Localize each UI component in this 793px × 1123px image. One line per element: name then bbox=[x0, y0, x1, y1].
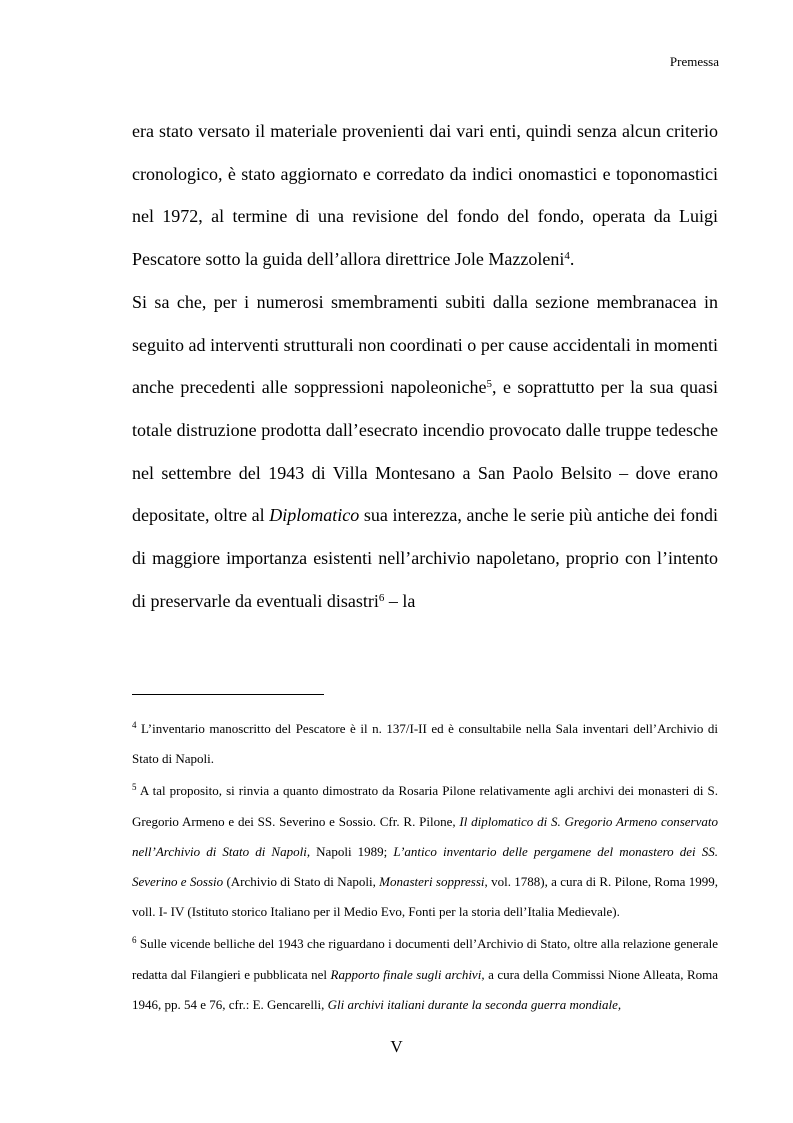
footnote-5-text-2: Napoli 1989; bbox=[310, 843, 394, 859]
footnote-4 bbox=[132, 714, 718, 774]
footnote-6-number: 6 bbox=[132, 935, 137, 946]
paragraph-1-end: . bbox=[569, 249, 575, 270]
footnote-6-text-2: a cura della Commissi Nione Alleata, Roma 1946, pp. 54 e 76, cfr.: E. Gencarelli, bbox=[132, 966, 719, 1012]
footnote-6-title-1: Rapporto finale sugli archivi, bbox=[330, 966, 485, 982]
main-text bbox=[132, 110, 718, 622]
paragraph-2-text-3: sua interezza, anche le serie più antiche dei fondi di maggiore importanza esistenti nell’archivio napoletano, proprio con l’intento di preservarle da eventuali disastri bbox=[132, 505, 718, 611]
footnote-separator bbox=[132, 694, 324, 695]
paragraph-1 bbox=[132, 110, 718, 281]
paragraph-2-text-4: – la bbox=[384, 590, 416, 611]
footnote-5-title-3: Monasteri soppressi bbox=[379, 874, 485, 890]
page-number: V bbox=[390, 1037, 403, 1056]
paragraph-2 bbox=[132, 281, 718, 623]
footnote-ref-5[interactable]: 5 bbox=[486, 378, 493, 391]
footnote-ref-6[interactable]: 6 bbox=[378, 591, 385, 604]
paragraph-2-italic-diplomatico: Diplomatico bbox=[269, 505, 360, 526]
footnote-5-title-1: Il diplomatico di S. Gregorio Armeno conservato nell’Archivio di Stato di Napoli, bbox=[132, 813, 718, 859]
footnote-5-number: 5 bbox=[132, 782, 137, 793]
paragraph-1-text: era stato versato il materiale provenienti dai vari enti, quindi senza alcun criterio cronologico, è stato aggiornato e corredato da indici onomastici e toponomastici nel 1972, al termine di una revisione del fondo del fondo, operata da Luigi Pescatore sotto la guida dell’allora direttrice Jole Mazzoleni bbox=[132, 121, 718, 270]
running-header: Premessa bbox=[669, 54, 719, 69]
footnote-5-text-1: A tal proposito, si rinvia a quanto dimostrato da Rosaria Pilone relativamente agli archivi dei monasteri di S. Gregorio Armeno e dei SS. Severino e Sossio. Cfr. R. Pilone, bbox=[132, 783, 718, 829]
footnote-5 bbox=[132, 776, 718, 927]
footnote-4-number: 4 bbox=[132, 720, 137, 730]
footnote-5-text-3: (Archivio di Stato di Napoli, bbox=[223, 874, 380, 890]
footnotes bbox=[132, 714, 718, 1022]
footnote-6 bbox=[132, 929, 718, 1020]
footnote-5-text-4: , vol. 1788), a cura di R. Pilone, Roma 1999, voll. I- IV (Istituto storico Italiano per il Medio Evo, Fonti per la storia dell’Italia Medievale). bbox=[132, 874, 719, 920]
footnote-6-title-2: Gli archivi italiani durante la seconda guerra mondiale, bbox=[327, 996, 622, 1012]
footnote-ref-4[interactable]: 4 bbox=[564, 250, 570, 263]
footnote-5-title-2: L’antico inventario delle pergamene del monastero dei SS. Severino e Sossio bbox=[132, 843, 718, 890]
paragraph-2-text-1: Si sa che, per i numerosi smembramenti subiti dalla sezione membranacea in seguito ad interventi strutturali non coordinati o per cause accidentali in momenti anche precedenti alle soppressioni napoleoniche bbox=[132, 291, 718, 398]
footnote-6-text-1: Sulle vicende belliche del 1943 che riguardano i documenti dell’Archivio di Stato, oltre alla relazione generale redatta dal Filangieri e pubblicata nel bbox=[132, 936, 718, 982]
paragraph-2-text-2: , e soprattutto per la sua quasi totale distruzione prodotta dall’esecrato incendio provocato dalle truppe tedesche nel settembre del 1943 di Villa Montesano a San Paolo Belsito – dove erano depositate, oltre al bbox=[132, 377, 718, 526]
footnote-4-text: L’inventario manoscritto del Pescatore è il n. 137/I-II ed è consultabile nella Sala inventari dell’Archivio di Stato di Napoli. bbox=[132, 721, 718, 767]
